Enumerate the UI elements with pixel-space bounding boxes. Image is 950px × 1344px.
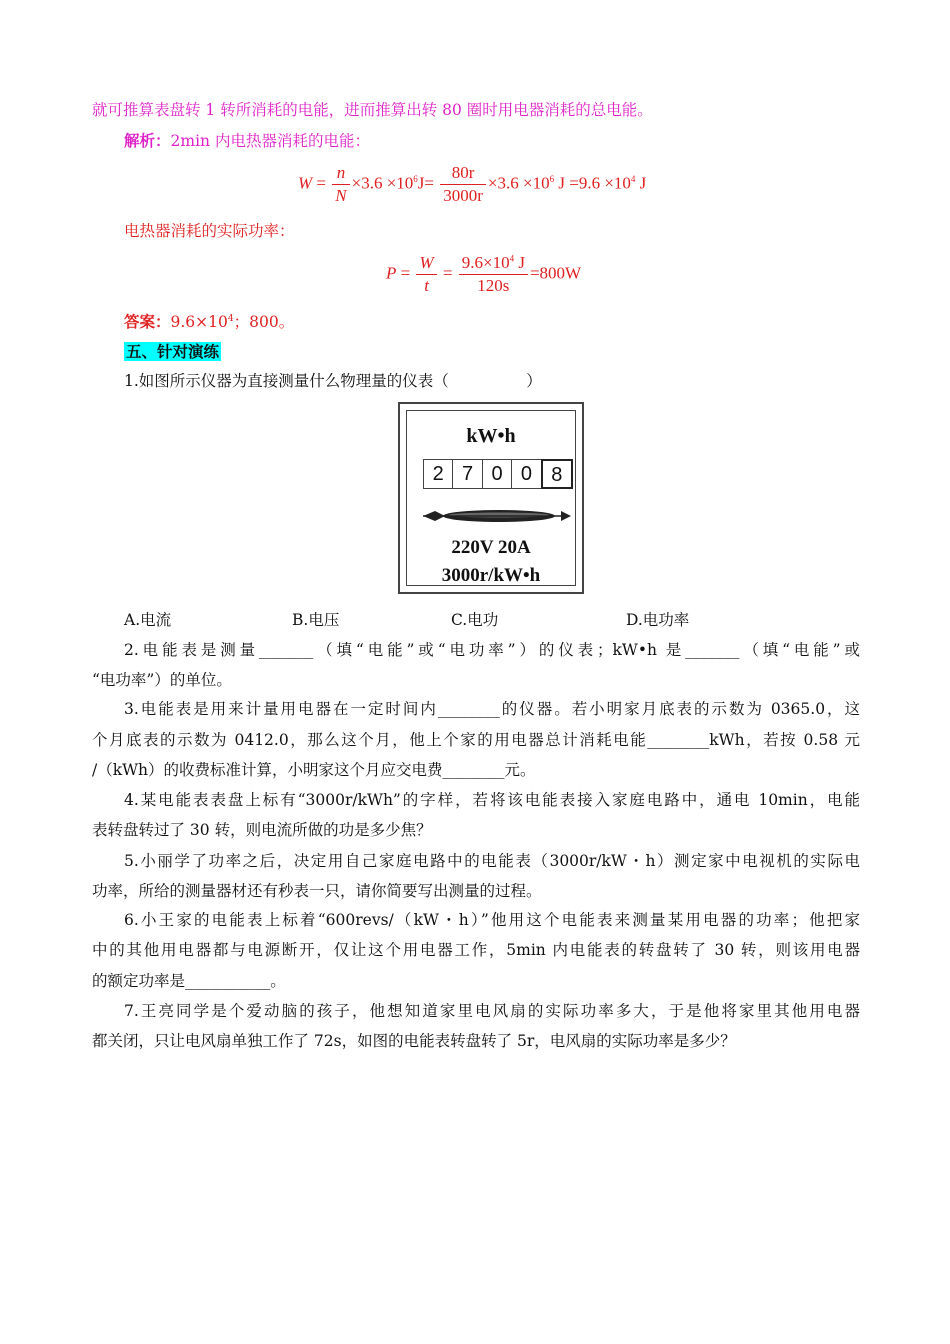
question-6-line-3: 的额定功率是___________。 — [92, 972, 286, 990]
meter-rating: 220V 20A — [451, 537, 531, 558]
formula-result: J =9.6 ×10 — [558, 173, 631, 193]
meter-revolutions: 3000r/kW•h — [441, 565, 541, 586]
meter-inner-frame — [406, 410, 576, 586]
meter-unit-label: kW•h — [466, 425, 516, 447]
meter-digits — [423, 459, 573, 489]
question-3-line-3: /（kWh）的收费标准计算，小明家这个月应交电费________元。 — [92, 761, 536, 779]
question-3-line-2: 个月底表的示数为 0412.0，那么这个月，他上个家的用电器总计消耗电能________kWh，若按 0.58 元 — [92, 731, 860, 749]
power-formula — [386, 252, 581, 297]
fraction-den: N — [335, 186, 347, 205]
question-5-line-2: 功率，所给的测量器材还有秒表一只，请你简要写出测量的过程。 — [92, 882, 542, 900]
question-4-line-2: 表转盘转过了 30 转，则电流所做的功是多少焦？ — [92, 821, 432, 839]
analysis-label: 解析： — [124, 131, 171, 150]
fraction-energy-over-time — [459, 252, 528, 297]
question-4-line-1: 4.某电能表表盘上标有“3000r/kWh”的字样，若将该电能表接入家庭电路中，通电 10min，电能 — [124, 791, 860, 809]
fraction-num: 80r — [440, 162, 486, 185]
meter-digit: 7 — [453, 460, 482, 488]
fraction-w-over-t — [416, 252, 436, 297]
question-5-line-1: 5.小丽学了功率之后，决定用自己家庭电路中的电能表（3000r/kW・h）测定家中电视机的实际电 — [124, 852, 860, 870]
section-heading — [124, 341, 860, 363]
num-exp: 4 — [509, 253, 515, 264]
meter-digit: 2 — [424, 460, 453, 488]
energy-formula — [298, 162, 646, 207]
option-b: B.电压 — [292, 611, 340, 629]
fraction-num: W — [416, 252, 436, 275]
electricity-meter-figure — [398, 402, 584, 594]
answer-rest: ；800。 — [233, 313, 295, 331]
fraction-den: 3000r — [443, 186, 483, 205]
fraction-den: t — [424, 276, 429, 295]
option-c: C.电功 — [451, 611, 499, 629]
meter-digit-decimal: 8 — [541, 459, 573, 489]
formula-exp: 6 — [549, 173, 555, 184]
question-6-line-1: 6.小王家的电能表上标着“600revs/（kW・h）”他用这个电能表来测量某用电器的功率；他把家 — [124, 911, 860, 929]
answer-exp: 4 — [227, 313, 234, 324]
formula-p: P — [386, 263, 397, 283]
meter-digit: 0 — [512, 460, 541, 488]
question-7-line-1: 7.王亮同学是个爱动脑的孩子，他想知道家里电风扇的实际功率多大，于是他将家里其他用电器 — [124, 1002, 860, 1020]
formula-exp: 4 — [630, 173, 636, 184]
formula-unit: J — [639, 173, 647, 193]
fraction-n-over-N — [332, 162, 349, 207]
meter-digit: 0 — [483, 460, 512, 488]
section-title: 五、针对演练 — [126, 342, 220, 361]
question-6-line-2: 中的其他用电器都与电源断开，仅让这个用电器工作，5min 内电能表的转盘转了 30 转，则该用电器 — [92, 941, 860, 959]
answer-line — [124, 311, 860, 333]
option-a: A.电流 — [124, 611, 172, 629]
question-2-line-2: “电功率”）的单位。 — [92, 671, 232, 689]
fraction-80-over-3000 — [440, 162, 486, 207]
formula-result: =800W — [529, 263, 582, 283]
analysis-text: 2min 内电热器消耗的电能： — [170, 132, 370, 150]
meter-disc-icon — [421, 507, 573, 525]
formula-eq: = — [400, 263, 411, 283]
answer-value: 9.6×10 — [170, 313, 228, 331]
formula-eq: = — [316, 173, 327, 193]
formula-j-eq: J= — [417, 173, 434, 193]
num-unit: J — [514, 253, 525, 272]
question-1: 1.如图所示仪器为直接测量什么物理量的仪表（ ） — [124, 372, 542, 390]
fraction-den: 120s — [477, 276, 510, 295]
fraction-num: n — [332, 162, 349, 185]
question-3-line-1: 3.电能表是用来计量用电器在一定时间内________的仪器。若小明家月底表的示数为 0365.0，这 — [124, 700, 860, 718]
intro-text: 就可推算表盘转 1 转所消耗的电能，进而推算出转 80 圈时用电器消耗的总电能。 — [92, 101, 653, 119]
formula-mid: ×3.6 ×10 — [351, 173, 414, 193]
option-d: D.电功率 — [626, 611, 690, 629]
formula-exp: 6 — [413, 173, 418, 184]
question-2-line-1: 2.电能表是测量_______（填“电能”或“电功率”）的仪表；kW•h 是_______（填“电能”或 — [124, 641, 860, 659]
power-text: 电热器消耗的实际功率： — [124, 222, 295, 240]
formula-w: W — [298, 173, 313, 193]
answer-label: 答案： — [124, 312, 171, 331]
fraction-num — [459, 252, 528, 275]
num-value: 9.6×10 — [461, 253, 510, 272]
formula-mid: ×3.6 ×10 — [487, 173, 550, 193]
formula-eq: = — [442, 263, 453, 283]
question-7-line-2: 都关闭，只让电风扇单独工作了 72s，如图的电能表转盘转了 5r，电风扇的实际功率是多少？ — [92, 1032, 736, 1050]
analysis-line — [124, 130, 860, 152]
